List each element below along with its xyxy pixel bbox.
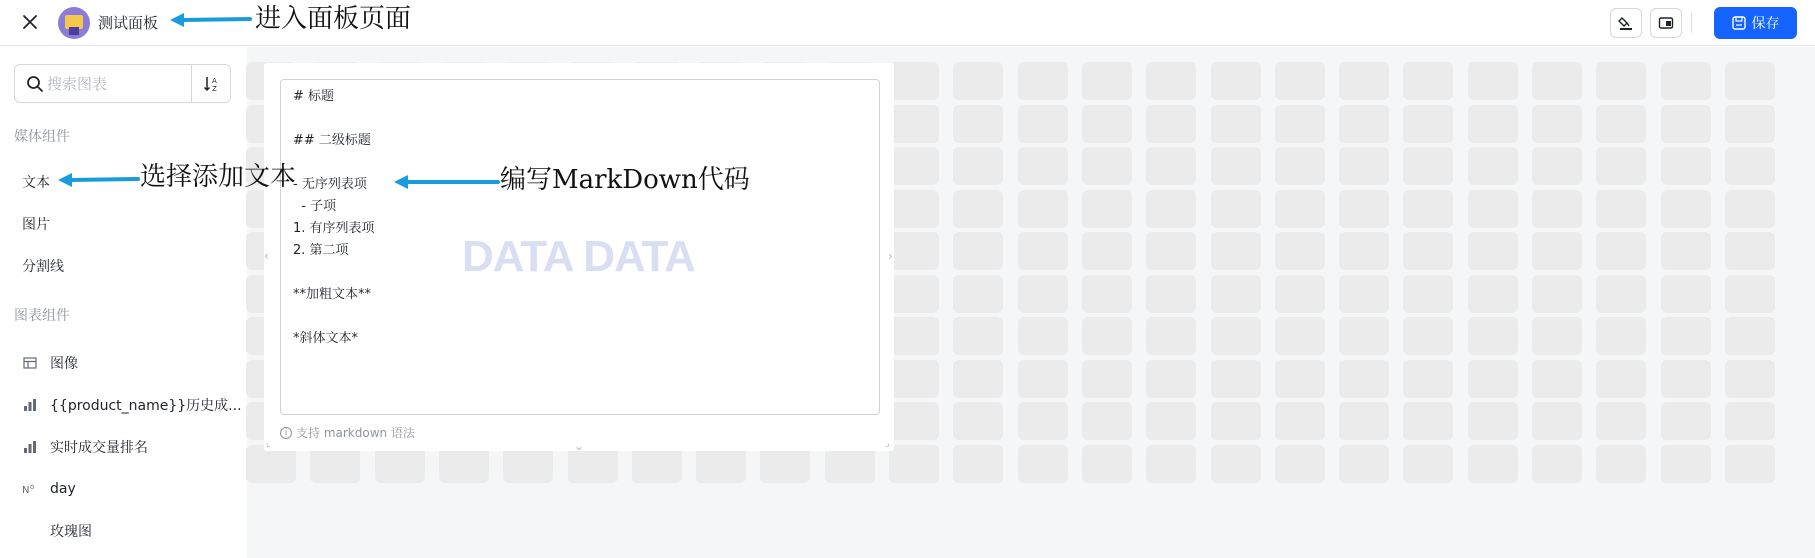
grid-cell	[1596, 147, 1646, 185]
grid-cell	[1725, 232, 1775, 270]
close-icon[interactable]	[19, 12, 41, 34]
search-icon	[26, 75, 44, 93]
grid-cell	[1018, 275, 1068, 313]
watermark: DATA DATA	[462, 232, 695, 281]
grid-cell	[1211, 445, 1261, 483]
grid-cell	[889, 275, 939, 313]
grid-cell	[889, 445, 939, 483]
sidebar-item-label: 文本	[22, 175, 50, 191]
grid-cell	[1403, 147, 1453, 185]
grid-cell	[1661, 445, 1711, 483]
media-section-label: 媒体组件	[14, 129, 70, 145]
grid-cell	[1596, 360, 1646, 398]
header-divider	[1691, 13, 1692, 33]
grid-cell	[1018, 445, 1068, 483]
save-label: 保存	[1751, 16, 1780, 32]
grid-cell	[1725, 147, 1775, 185]
grid-cell	[1275, 190, 1325, 228]
resize-handle-corner[interactable]: ⌟	[885, 438, 890, 449]
sidebar-item-divider[interactable]	[14, 250, 234, 282]
grid-cell	[1275, 445, 1325, 483]
grid-cell	[1018, 232, 1068, 270]
sidebar-item-chart[interactable]	[14, 389, 242, 421]
grid-cell	[1211, 317, 1261, 355]
grid-cell	[1661, 275, 1711, 313]
resize-handle-left[interactable]: ‹	[264, 249, 269, 263]
sidebar-item-label: {{product_name}}历史成...	[50, 398, 242, 414]
grid-cell	[1403, 62, 1453, 100]
window-icon	[1658, 15, 1674, 31]
grid-cell	[1146, 190, 1196, 228]
search-input[interactable]	[47, 73, 197, 95]
grid-cell	[1339, 147, 1389, 185]
grid-cell	[1403, 232, 1453, 270]
grid-cell	[1339, 62, 1389, 100]
grid-cell	[1725, 105, 1775, 143]
grid-cell	[1596, 190, 1646, 228]
grid-cell	[1403, 445, 1453, 483]
grid-cell	[1082, 147, 1132, 185]
grid-cell	[1018, 105, 1068, 143]
grid-cell	[1211, 147, 1261, 185]
grid-cell	[1725, 445, 1775, 483]
grid-cell	[1468, 147, 1518, 185]
sidebar-item-chart[interactable]	[14, 515, 234, 547]
grid-cell	[1403, 402, 1453, 440]
grid-cell	[1725, 317, 1775, 355]
grid-cell	[953, 360, 1003, 398]
svg-text:o: o	[30, 483, 35, 491]
paint-bucket-icon	[1618, 15, 1634, 31]
grid-cell	[1339, 317, 1389, 355]
grid-cell	[889, 62, 939, 100]
search-box	[14, 64, 231, 103]
grid-cell	[1468, 317, 1518, 355]
grid-cell	[1211, 105, 1261, 143]
grid-cell	[1146, 402, 1196, 440]
grid-cell	[1403, 105, 1453, 143]
grid-cell	[889, 317, 939, 355]
board-avatar	[58, 7, 90, 39]
grid-cell	[1082, 402, 1132, 440]
grid-cell	[1468, 62, 1518, 100]
grid-cell	[889, 360, 939, 398]
grid-cell	[1018, 360, 1068, 398]
grid-cell	[1275, 105, 1325, 143]
hint-text: 支持 markdown 语法	[296, 426, 415, 440]
grid-cell	[889, 402, 939, 440]
grid-cell	[1661, 190, 1711, 228]
grid-cell	[1275, 275, 1325, 313]
annotation-write-markdown: 编写MarkDown代码	[500, 165, 750, 195]
grid-cell	[953, 317, 1003, 355]
grid-cell	[1468, 275, 1518, 313]
grid-cell	[1661, 232, 1711, 270]
sidebar-item-label: 玫瑰图	[50, 524, 92, 540]
number-icon	[22, 481, 38, 497]
grid-cell	[1339, 105, 1389, 143]
grid-cell	[1532, 402, 1582, 440]
grid-cell	[889, 232, 939, 270]
grid-cell	[1532, 275, 1582, 313]
grid-cell	[1211, 360, 1261, 398]
grid-cell	[1018, 317, 1068, 355]
sidebar-item-label: 实时成交量排名	[50, 440, 148, 456]
markdown-hint	[280, 424, 415, 441]
save-icon	[1732, 16, 1746, 30]
grid-cell	[953, 147, 1003, 185]
grid-cell	[1468, 232, 1518, 270]
annotation-select-text: 选择添加文本	[140, 162, 297, 192]
grid-cell	[1146, 360, 1196, 398]
grid-cell	[1275, 317, 1325, 355]
bar-chart-icon	[22, 397, 38, 413]
bar-chart-icon	[22, 439, 38, 455]
grid-cell	[1532, 360, 1582, 398]
grid-cell	[1211, 232, 1261, 270]
annotation-arrow	[392, 172, 500, 192]
grid-cell	[1596, 232, 1646, 270]
grid-cell	[953, 62, 1003, 100]
grid-cell	[1339, 275, 1389, 313]
grid-cell	[1339, 445, 1389, 483]
grid-cell	[1468, 360, 1518, 398]
sidebar-item-label: 图像	[50, 356, 78, 372]
grid-cell	[1403, 275, 1453, 313]
sidebar-item-label: day	[50, 481, 76, 497]
grid-cell	[1596, 62, 1646, 100]
grid-cell	[1211, 402, 1261, 440]
grid-cell	[1339, 402, 1389, 440]
grid-cell	[1275, 232, 1325, 270]
sidebar-item-chart[interactable]	[14, 473, 234, 505]
sidebar-item-chart[interactable]	[14, 431, 234, 463]
grid-cell	[1403, 360, 1453, 398]
info-icon: i	[280, 427, 292, 439]
grid-cell	[953, 105, 1003, 143]
component-sidebar	[0, 47, 247, 558]
svg-text:Z: Z	[211, 84, 217, 93]
grid-cell	[1596, 402, 1646, 440]
grid-cell	[1532, 232, 1582, 270]
grid-cell	[1596, 317, 1646, 355]
grid-cell	[1018, 62, 1068, 100]
grid-cell	[1211, 275, 1261, 313]
rose-chart-icon	[22, 523, 38, 539]
sidebar-item-label: 分割线	[22, 259, 64, 275]
resize-handle-bottom[interactable]: ⌄	[574, 439, 585, 453]
grid-cell	[953, 402, 1003, 440]
grid-cell	[953, 275, 1003, 313]
grid-cell	[1661, 62, 1711, 100]
grid-cell	[1468, 445, 1518, 483]
grid-cell	[1146, 317, 1196, 355]
svg-text:N: N	[22, 485, 30, 496]
grid-cell	[1082, 275, 1132, 313]
annotation-arrow	[56, 170, 140, 190]
grid-cell	[953, 445, 1003, 483]
grid-cell	[1082, 105, 1132, 143]
grid-cell	[1725, 62, 1775, 100]
grid-cell	[1468, 402, 1518, 440]
format-painter-button[interactable]	[1610, 8, 1642, 38]
grid-cell	[1146, 445, 1196, 483]
grid-cell	[1211, 62, 1261, 100]
grid-cell	[889, 190, 939, 228]
annotation-arrow	[168, 10, 252, 30]
grid-cell	[1661, 402, 1711, 440]
grid-cell	[1596, 105, 1646, 143]
table-icon	[22, 355, 38, 371]
grid-cell	[1725, 402, 1775, 440]
grid-cell	[1596, 275, 1646, 313]
grid-cell	[953, 190, 1003, 228]
preview-button[interactable]	[1650, 8, 1682, 38]
grid-cell	[1275, 147, 1325, 185]
grid-cell	[1275, 360, 1325, 398]
grid-cell	[1661, 317, 1711, 355]
grid-cell	[1018, 190, 1068, 228]
grid-cell	[1661, 360, 1711, 398]
grid-cell	[889, 105, 939, 143]
grid-cell	[953, 232, 1003, 270]
grid-cell	[1661, 147, 1711, 185]
grid-cell	[1082, 360, 1132, 398]
grid-cell	[1339, 360, 1389, 398]
sort-button[interactable]	[191, 65, 231, 102]
resize-handle-right[interactable]: ›	[888, 249, 893, 263]
grid-cell	[1275, 402, 1325, 440]
sort-az-icon	[203, 75, 221, 93]
markdown-editor[interactable]: # 标题 ## 二级标题 - 无序列表项 - 子项 1. 有序列表项 2. 第二项 **加粗文本** *斜体文本*	[280, 79, 880, 415]
sidebar-item-label: 图片	[22, 217, 50, 233]
grid-cell	[1146, 275, 1196, 313]
grid-cell	[1339, 190, 1389, 228]
grid-cell	[1082, 62, 1132, 100]
grid-cell	[1468, 105, 1518, 143]
grid-cell	[1339, 232, 1389, 270]
grid-cell	[1532, 190, 1582, 228]
board-title: 测试面板	[98, 14, 159, 32]
grid-cell	[1275, 62, 1325, 100]
grid-cell	[1468, 190, 1518, 228]
annotation-enter-board: 进入面板页面	[255, 4, 412, 34]
grid-cell	[1082, 232, 1132, 270]
grid-cell	[1146, 62, 1196, 100]
grid-cell	[1661, 105, 1711, 143]
sidebar-item-chart[interactable]	[14, 347, 234, 379]
grid-cell	[1403, 190, 1453, 228]
grid-cell	[1018, 147, 1068, 185]
grid-cell	[1082, 445, 1132, 483]
grid-cell	[1725, 360, 1775, 398]
chart-section-label: 图表组件	[14, 308, 70, 324]
svg-text:A: A	[211, 76, 217, 85]
grid-cell	[1146, 232, 1196, 270]
grid-cell	[1082, 317, 1132, 355]
grid-cell	[1082, 190, 1132, 228]
grid-cell	[1018, 402, 1068, 440]
grid-cell	[1532, 105, 1582, 143]
grid-cell	[1532, 317, 1582, 355]
save-button[interactable]	[1714, 7, 1797, 39]
grid-cell	[1596, 445, 1646, 483]
sidebar-item-image[interactable]	[14, 208, 234, 240]
grid-cell	[1532, 147, 1582, 185]
grid-cell	[1211, 190, 1261, 228]
grid-cell	[1725, 275, 1775, 313]
grid-cell	[1532, 62, 1582, 100]
grid-cell	[889, 147, 939, 185]
grid-cell	[1146, 105, 1196, 143]
grid-cell	[1146, 147, 1196, 185]
resize-handle-corner-left[interactable]: ⌞	[266, 438, 271, 449]
grid-cell	[1403, 317, 1453, 355]
grid-cell	[1532, 445, 1582, 483]
grid-cell	[1725, 190, 1775, 228]
